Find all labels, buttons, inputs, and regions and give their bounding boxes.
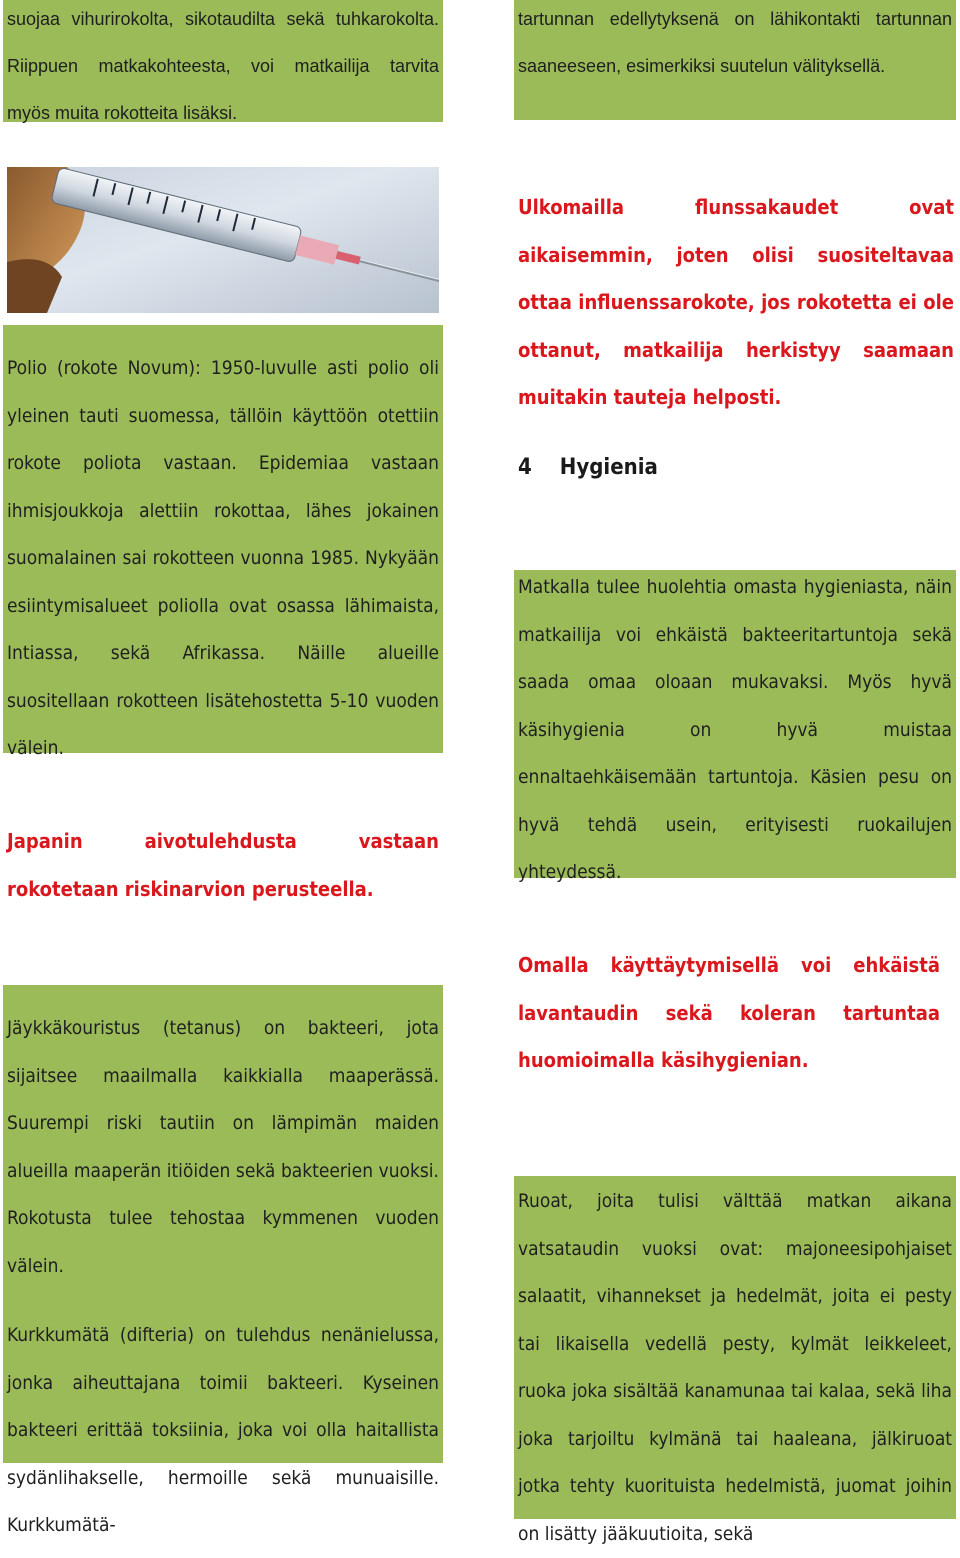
section-number: 4 [518,455,532,480]
polio-text: Polio (rokote Novum): 1950-luvulle asti polio oli yleinen tauti suomessa, tällöin käyttöön otettiin rokote poliota vastaan. Epidemiaa vastaan ihmisjoukkoja alettiin rokottaa, lähes jokainen suomalainen sai rokotteen vuonna 1985. Nykyään esiintymisalueet poliolla ovat osassa lähimaista, Intiassa, sekä Afrikassa. Näille alueille suositellaan rokotteen lisätehostetta 5-10 vuoden välein. [7,357,439,759]
left-top-line-2: Riippuen matkakohteesta, voi matkailija tarvita [7,56,439,76]
hygiene-text: Matkalla tulee huolehtia omasta hygieniasta, näin matkailija voi ehkäistä bakteeritartuntoja sekä saada omaa oloaan mukavaksi. Myös hyvä käsihygienia on hyvä muistaa ennaltaehkäisemään tartuntoja. Käsien pesu on hyvä tehdä usein, erityisesti ruokailujen yhteydessä. [518,576,952,883]
food-box [514,1176,956,1545]
left-top-box [3,0,443,122]
right-top-line-1: tartunnan edellytyksenä on lähikontakti tartunnan [518,9,952,29]
japan-note: Japanin aivotulehdusta vastaan rokotetaan riskinarvion perusteella. [7,829,439,901]
food-text: Ruoat, joita tulisi välttää matkan aikana vatsataudin vuoksi ovat: majoneesipohjaiset salaatit, vihannekset ja hedelmät, joita ei pesty tai likaisella vedellä pesty, kylmät leikkeleet, ruoka joka sisältää kanamunaa tai kalaa, sekä liha joka tarjoiltu kylmänä tai haaleana, jälkiruoat jotka tehty kuorituista hedelmistä, juomat joihin on lisätty jääkuutioita, sekä [518,1190,952,1545]
syringe-illustration [7,167,439,313]
left-top-line-3: myös muita rokotteita lisäksi. [7,103,238,123]
right-top-box [514,0,956,120]
tetanus-text: Jäykkäkouristus (tetanus) on bakteeri, jota sijaitsee maailmalla kaikkialla maaperässä. Suurempi riski tautiin on lämpimän maiden alueilla maaperän itiöiden sekä bakteerien vuoksi. Rokotusta tulee tehostaa kymmenen vuoden välein. [7,1017,439,1277]
section-heading [518,455,658,480]
hygiene-box [514,570,956,883]
tetanus-box [3,985,443,1536]
flu-note: Ulkomailla flunssakaudet ovat aikaisemmin, joten olisi suositeltavaa ottaa influenssarokote, jos rokotetta ei ole ottanut, matkailija herkistyy saamaan muitakin tauteja helposti. [518,195,954,409]
polio-box [3,325,443,759]
left-top-line-1: suojaa vihurirokolta, sikotaudilta sekä tuhkarokolta. [7,9,439,29]
diphtheria-text: Kurkkumätä (difteria) on tulehdus nenänielussa, jonka aiheuttajana toimii bakteeri. Kyseinen bakteeri erittää toksiinia, joka voi olla haitallista sydänlihakselle, hermoille sekä munuaisille. Kurkkumätä- [7,1324,439,1536]
typhoid-note: Omalla käyttäytymisellä voi ehkäistä lavantaudin sekä koleran tartuntaa huomioimalla käsihygienian. [518,953,940,1072]
right-top-line-2: saaneeseen, esimerkiksi suutelun välityksellä. [518,56,886,76]
section-title: Hygienia [559,455,658,480]
syringe-photo [7,167,439,313]
